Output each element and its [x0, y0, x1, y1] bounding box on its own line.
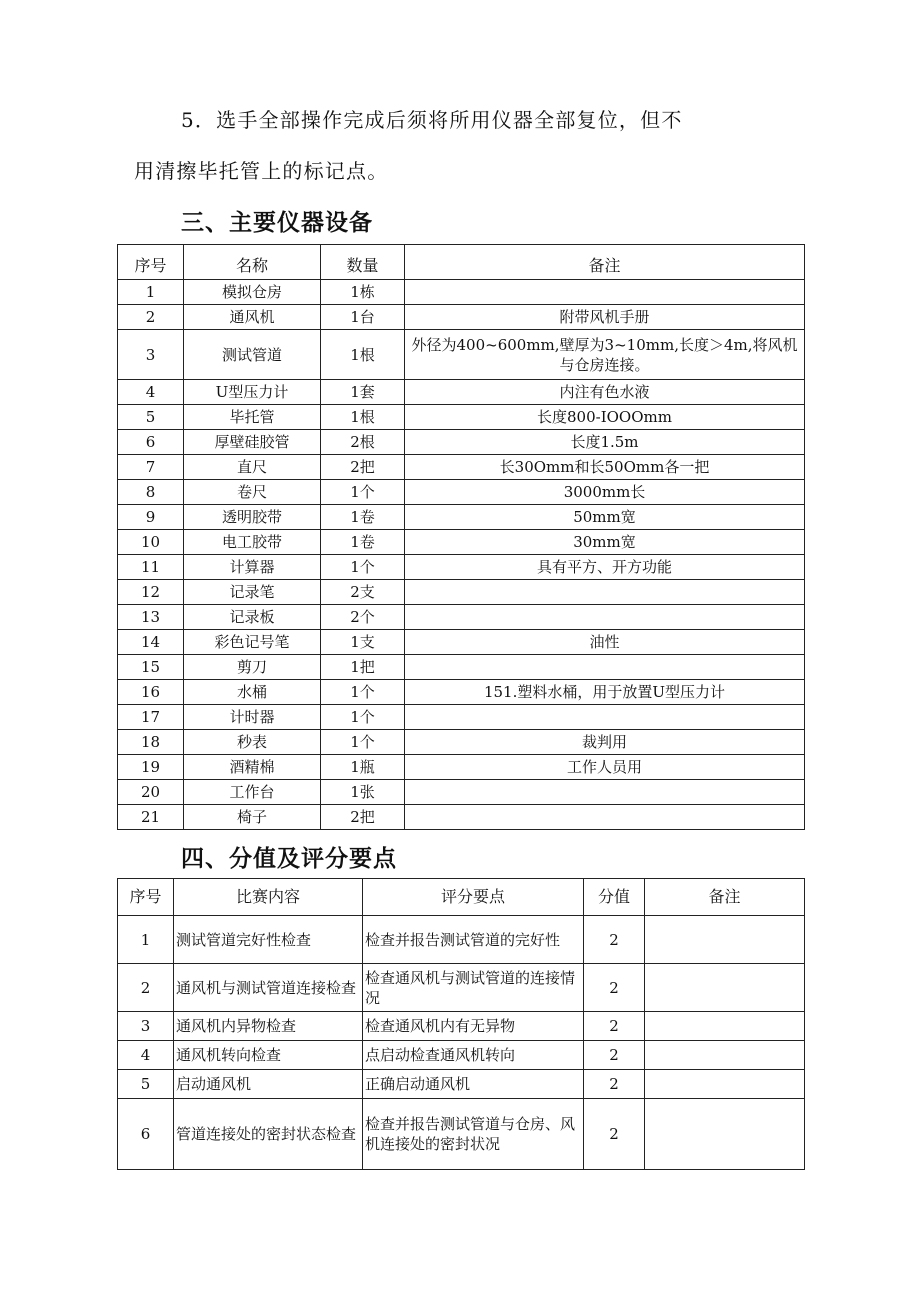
cell-point: 正确启动通风机 — [363, 1070, 584, 1099]
cell-no: 3 — [118, 330, 184, 380]
cell-score: 2 — [584, 1041, 645, 1070]
table-row — [118, 505, 805, 530]
cell-no: 4 — [118, 1041, 174, 1070]
cell-name: U型压力计 — [184, 380, 321, 405]
cell-name: 计时器 — [184, 705, 321, 730]
cell-qty: 1个 — [321, 705, 405, 730]
cell-name: 工作台 — [184, 780, 321, 805]
table-row — [118, 530, 805, 555]
cell-content: 管道连接处的密封状态检查 — [174, 1099, 363, 1170]
cell-note — [645, 1070, 805, 1099]
cell-content: 通风机与测试管道连接检查 — [174, 964, 363, 1012]
section-4-title: 四、分值及评分要点 — [181, 846, 397, 872]
cell-note: 长度800-IOOOmm — [405, 405, 805, 430]
cell-note — [405, 580, 805, 605]
cell-name: 毕托管 — [184, 405, 321, 430]
cell-no: 4 — [118, 380, 184, 405]
cell-no: 7 — [118, 455, 184, 480]
cell-score: 2 — [584, 916, 645, 964]
cell-note — [645, 964, 805, 1012]
table-row — [118, 605, 805, 630]
cell-note — [405, 605, 805, 630]
header-name: 名称 — [184, 245, 321, 280]
table-row — [118, 655, 805, 680]
cell-name: 记录板 — [184, 605, 321, 630]
cell-no: 6 — [118, 1099, 174, 1170]
cell-note: 工作人员用 — [405, 755, 805, 780]
header-note: 备注 — [645, 879, 805, 916]
cell-no: 5 — [118, 405, 184, 430]
cell-point: 检查并报告测试管道与仓房、风机连接处的密封状况 — [363, 1099, 584, 1170]
equipment-table-header — [118, 245, 805, 280]
cell-point: 点启动检查通风机转向 — [363, 1041, 584, 1070]
scoring-table-header — [118, 879, 805, 916]
table-row — [118, 916, 805, 964]
cell-qty: 1套 — [321, 380, 405, 405]
cell-note: 长30Omm和长50Omm各一把 — [405, 455, 805, 480]
cell-qty: 1瓶 — [321, 755, 405, 780]
cell-name: 电工胶带 — [184, 530, 321, 555]
cell-note: 外径为400~600mm,壁厚为3~10mm,长度＞4m,将风机与仓房连接。 — [405, 330, 805, 380]
cell-score: 2 — [584, 964, 645, 1012]
cell-no: 2 — [118, 305, 184, 330]
table-row — [118, 580, 805, 605]
cell-qty: 2支 — [321, 580, 405, 605]
cell-qty: 2根 — [321, 430, 405, 455]
cell-note: 3000mm长 — [405, 480, 805, 505]
cell-content: 通风机内异物检查 — [174, 1012, 363, 1041]
cell-qty: 2把 — [321, 805, 405, 830]
cell-no: 5 — [118, 1070, 174, 1099]
cell-no: 8 — [118, 480, 184, 505]
cell-qty: 1卷 — [321, 505, 405, 530]
cell-note: 30mm宽 — [405, 530, 805, 555]
cell-qty: 2把 — [321, 455, 405, 480]
cell-name: 通风机 — [184, 305, 321, 330]
cell-note: 附带风机手册 — [405, 305, 805, 330]
cell-no: 2 — [118, 964, 174, 1012]
table-row — [118, 380, 805, 405]
cell-content: 测试管道完好性检查 — [174, 916, 363, 964]
cell-qty: 1张 — [321, 780, 405, 805]
cell-no: 9 — [118, 505, 184, 530]
cell-no: 17 — [118, 705, 184, 730]
table-row — [118, 430, 805, 455]
cell-qty: 1个 — [321, 555, 405, 580]
cell-no: 15 — [118, 655, 184, 680]
cell-point: 检查并报告测试管道的完好性 — [363, 916, 584, 964]
cell-no: 18 — [118, 730, 184, 755]
table-row — [118, 705, 805, 730]
table-row — [118, 964, 805, 1012]
cell-note — [645, 1012, 805, 1041]
cell-note — [405, 705, 805, 730]
cell-no: 13 — [118, 605, 184, 630]
cell-qty: 1个 — [321, 730, 405, 755]
cell-note — [405, 655, 805, 680]
table-row — [118, 1041, 805, 1070]
cell-note — [405, 280, 805, 305]
cell-name: 透明胶带 — [184, 505, 321, 530]
cell-score: 2 — [584, 1099, 645, 1170]
cell-no: 20 — [118, 780, 184, 805]
cell-no: 11 — [118, 555, 184, 580]
cell-qty: 1根 — [321, 405, 405, 430]
intro-line-2: 用清擦毕托管上的标记点。 — [134, 159, 389, 183]
cell-name: 记录笔 — [184, 580, 321, 605]
cell-qty: 1栋 — [321, 280, 405, 305]
cell-name: 酒精棉 — [184, 755, 321, 780]
cell-point: 检查通风机内有无异物 — [363, 1012, 584, 1041]
cell-score: 2 — [584, 1012, 645, 1041]
cell-note — [645, 916, 805, 964]
cell-note: 油性 — [405, 630, 805, 655]
cell-name: 剪刀 — [184, 655, 321, 680]
cell-note: 内注有色水液 — [405, 380, 805, 405]
cell-no: 1 — [118, 916, 174, 964]
cell-note — [645, 1041, 805, 1070]
header-no: 序号 — [118, 245, 184, 280]
cell-qty: 1把 — [321, 655, 405, 680]
table-row — [118, 730, 805, 755]
cell-content: 通风机转向检查 — [174, 1041, 363, 1070]
header-point: 评分要点 — [363, 879, 584, 916]
table-row — [118, 1099, 805, 1170]
cell-qty: 1卷 — [321, 530, 405, 555]
cell-name: 椅子 — [184, 805, 321, 830]
cell-no: 6 — [118, 430, 184, 455]
cell-no: 21 — [118, 805, 184, 830]
cell-qty: 1支 — [321, 630, 405, 655]
cell-note: 裁判用 — [405, 730, 805, 755]
cell-note — [405, 805, 805, 830]
table-row — [118, 630, 805, 655]
cell-no: 19 — [118, 755, 184, 780]
cell-no: 12 — [118, 580, 184, 605]
table-row — [118, 455, 805, 480]
cell-name: 测试管道 — [184, 330, 321, 380]
cell-content: 启动通风机 — [174, 1070, 363, 1099]
cell-qty: 1个 — [321, 480, 405, 505]
cell-qty: 1根 — [321, 330, 405, 380]
cell-name: 卷尺 — [184, 480, 321, 505]
scoring-table — [117, 878, 805, 1170]
cell-note: 151.塑料水桶，用于放置U型压力计 — [405, 680, 805, 705]
cell-name: 直尺 — [184, 455, 321, 480]
table-row — [118, 680, 805, 705]
cell-note: 具有平方、开方功能 — [405, 555, 805, 580]
cell-no: 3 — [118, 1012, 174, 1041]
cell-no: 1 — [118, 280, 184, 305]
cell-note: 50mm宽 — [405, 505, 805, 530]
table-row — [118, 805, 805, 830]
header-note: 备注 — [405, 245, 805, 280]
table-row — [118, 555, 805, 580]
cell-qty: 1台 — [321, 305, 405, 330]
cell-name: 计算器 — [184, 555, 321, 580]
cell-point: 检查通风机与测试管道的连接情况 — [363, 964, 584, 1012]
cell-note — [645, 1099, 805, 1170]
cell-name: 水桶 — [184, 680, 321, 705]
cell-qty: 2个 — [321, 605, 405, 630]
table-row — [118, 480, 805, 505]
section-3-title: 三、主要仪器设备 — [181, 210, 373, 236]
cell-name: 彩色记号笔 — [184, 630, 321, 655]
cell-name: 模拟仓房 — [184, 280, 321, 305]
cell-name: 厚壁硅胶管 — [184, 430, 321, 455]
cell-name: 秒表 — [184, 730, 321, 755]
table-row — [118, 330, 805, 380]
table-row — [118, 780, 805, 805]
equipment-table — [117, 244, 805, 830]
cell-qty: 1个 — [321, 680, 405, 705]
cell-no: 16 — [118, 680, 184, 705]
table-row — [118, 1012, 805, 1041]
table-row — [118, 1070, 805, 1099]
header-score: 分值 — [584, 879, 645, 916]
table-row — [118, 405, 805, 430]
cell-no: 10 — [118, 530, 184, 555]
cell-score: 2 — [584, 1070, 645, 1099]
header-content: 比赛内容 — [174, 879, 363, 916]
cell-no: 14 — [118, 630, 184, 655]
header-qty: 数量 — [321, 245, 405, 280]
intro-line-1: 5．选手全部操作完成后须将所用仪器全部复位，但不 — [181, 108, 683, 132]
header-no: 序号 — [118, 879, 174, 916]
table-row — [118, 305, 805, 330]
cell-note: 长度1.5m — [405, 430, 805, 455]
table-row — [118, 755, 805, 780]
cell-note — [405, 780, 805, 805]
table-row — [118, 280, 805, 305]
